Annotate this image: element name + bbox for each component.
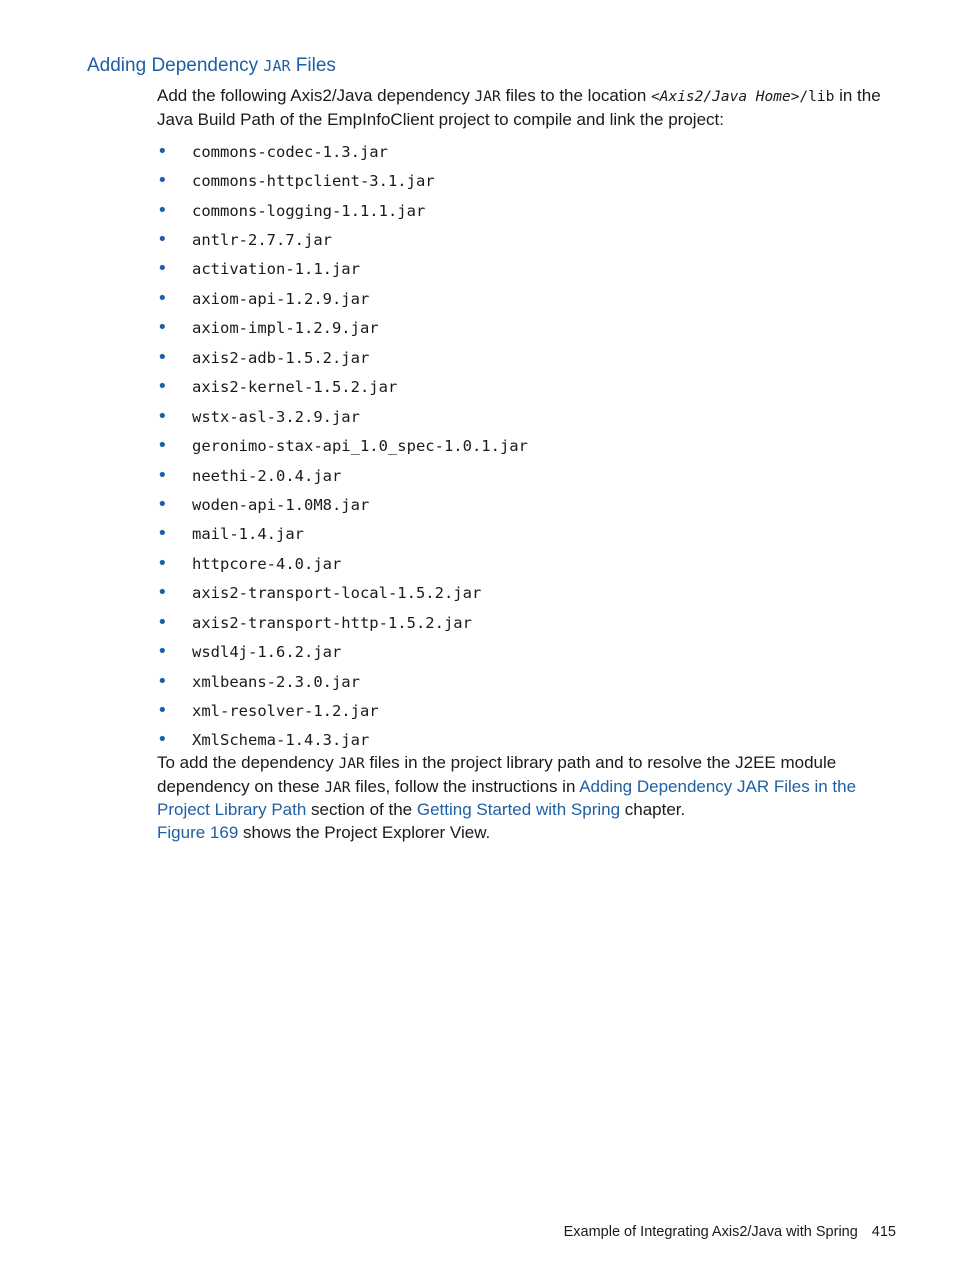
instr-text-2: files in the project library path and to resolve the J2EE module dependency on these [157, 753, 837, 796]
footer-title: Example of Integrating Axis2/Java with Spring [563, 1224, 858, 1240]
bullet-icon: • [157, 170, 168, 192]
link-figure-169[interactable]: Figure 169 [157, 823, 239, 842]
figure-reference-paragraph [157, 822, 902, 844]
jar-filename: wsdl4j-1.6.2.jar [192, 643, 342, 662]
bullet-icon: • [157, 611, 168, 633]
jar-filename: axis2-adb-1.5.2.jar [192, 348, 370, 367]
heading-code: JAR [263, 57, 291, 75]
bullet-icon: • [157, 582, 168, 604]
heading-post: Files [290, 55, 336, 76]
page-number: 415 [871, 1224, 896, 1240]
intro-code-jar: JAR [474, 89, 501, 105]
jar-filename: axis2-kernel-1.5.2.jar [192, 378, 398, 397]
bullet-icon: • [157, 641, 168, 663]
jar-filename: commons-httpclient-3.1.jar [192, 172, 435, 191]
section-heading [87, 54, 336, 78]
bullet-icon: • [157, 552, 168, 574]
bullet-icon: • [157, 199, 168, 221]
instr-text-1: To add the dependency [157, 753, 339, 772]
list-item [157, 343, 528, 372]
list-item [157, 490, 528, 519]
bullet-icon: • [157, 258, 168, 280]
instr-text-3: files, follow the instructions in [350, 776, 580, 796]
list-item [157, 137, 528, 166]
jar-filename: commons-codec-1.3.jar [192, 142, 388, 161]
list-item [157, 373, 528, 402]
bullet-icon: • [157, 287, 168, 309]
bullet-icon: • [157, 464, 168, 486]
link-adding-dependency-jar-files[interactable]: Adding Dependency JAR Files in the Project Library Path [157, 776, 857, 819]
jar-filename: activation-1.1.jar [192, 260, 360, 279]
list-item [157, 579, 528, 608]
intro-code-lib: /lib [799, 89, 835, 105]
jar-list [157, 137, 528, 755]
bullet-icon: • [157, 435, 168, 457]
bullet-icon: • [157, 346, 168, 368]
list-item [157, 637, 528, 666]
list-item [157, 284, 528, 313]
jar-filename: axis2-transport-local-1.5.2.jar [192, 584, 482, 603]
intro-text-2: files to the location [500, 86, 652, 105]
bullet-icon: • [157, 670, 168, 692]
list-item [157, 166, 528, 195]
list-item [157, 225, 528, 254]
jar-filename: xml-resolver-1.2.jar [192, 702, 379, 721]
jar-filename: geronimo-stax-api_1.0_spec-1.0.1.jar [192, 437, 528, 456]
intro-text-1: Add the following Axis2/Java dependency [157, 86, 475, 105]
list-item [157, 667, 528, 696]
list-item [157, 196, 528, 225]
intro-text-3: in the Java Build Path of the EmpInfoClient project to compile and link the project: [157, 86, 881, 129]
list-item [157, 608, 528, 637]
list-item [157, 726, 528, 755]
link-getting-started-with-spring[interactable]: Getting Started with Spring [416, 800, 621, 819]
jar-filename: neethi-2.0.4.jar [192, 466, 342, 485]
jar-filename: XmlSchema-1.4.3.jar [192, 731, 370, 750]
list-item [157, 431, 528, 460]
jar-filename: mail-1.4.jar [192, 525, 304, 544]
bullet-icon: • [157, 229, 168, 251]
page-footer [564, 1222, 896, 1242]
list-item [157, 402, 528, 431]
jar-filename: woden-api-1.0M8.jar [192, 495, 370, 514]
jar-filename: httpcore-4.0.jar [192, 554, 342, 573]
bullet-icon: • [157, 376, 168, 398]
instr-text-4: section of the [306, 800, 417, 819]
instr-code-jar-2: JAR [324, 779, 351, 796]
instr-text-5: chapter. [620, 800, 686, 819]
jar-filename: axiom-api-1.2.9.jar [192, 289, 370, 308]
list-item [157, 549, 528, 578]
jar-filename: axiom-impl-1.2.9.jar [192, 319, 379, 338]
list-item [157, 520, 528, 549]
bullet-icon: • [157, 493, 168, 515]
instructions-paragraph [157, 752, 902, 821]
jar-filename: antlr-2.7.7.jar [192, 231, 332, 250]
instr-code-jar-1: JAR [338, 756, 365, 772]
intro-paragraph [157, 85, 902, 130]
jar-filename: axis2-transport-http-1.5.2.jar [192, 613, 472, 632]
list-item [157, 314, 528, 343]
figure-ref-text: shows the Project Explorer View. [238, 823, 491, 842]
list-item [157, 696, 528, 725]
bullet-icon: • [157, 523, 168, 545]
jar-filename: xmlbeans-2.3.0.jar [192, 672, 360, 691]
bullet-icon: • [157, 140, 168, 162]
intro-code-axis-home: <Axis2/Java Home> [651, 89, 800, 105]
jar-filename: commons-logging-1.1.1.jar [192, 201, 426, 220]
bullet-icon: • [157, 317, 168, 339]
bullet-icon: • [157, 700, 168, 722]
heading-pre: Adding Dependency [87, 55, 264, 76]
list-item [157, 461, 528, 490]
list-item [157, 255, 528, 284]
bullet-icon: • [157, 729, 168, 751]
jar-filename: wstx-asl-3.2.9.jar [192, 407, 360, 426]
bullet-icon: • [157, 405, 168, 427]
